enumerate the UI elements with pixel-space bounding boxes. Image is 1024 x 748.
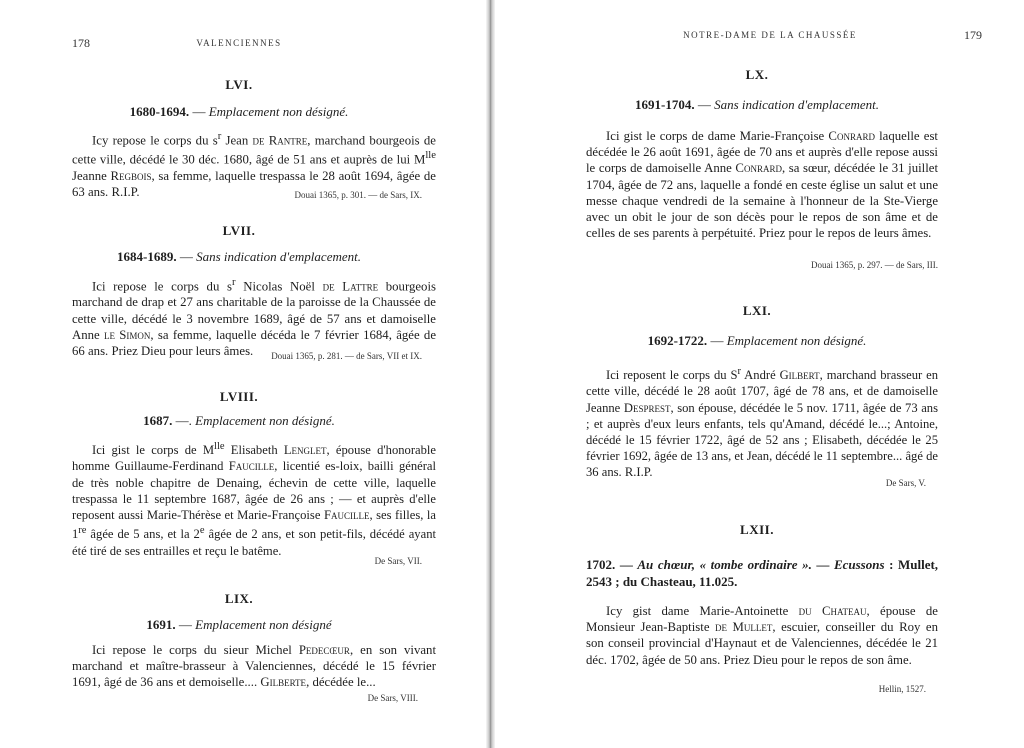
- text-run: , licentié es-loix, bailli général de très noble chapitre de Denaing, échevin de cette ville, laquelle trespassa le 11 septembre 1687, âgée de 26 ans ; — et auprès d'elle reposent aussi Marie-Thérèse et Marie-Françoise: [72, 459, 436, 522]
- person-name: Gilbert: [779, 368, 820, 383]
- person-name: Gilberte: [260, 675, 307, 690]
- text-run: laquelle est décédée le 26 août 1691, âgée de 70 ans et auprès d'elle repose aussi le corps de damoiselle Anne: [586, 129, 938, 176]
- entry-source: Douai 1365, p. 281. — de Sars, VII et IX.: [271, 351, 422, 361]
- entry-number: LXI.: [742, 303, 772, 318]
- text-run: André: [740, 368, 780, 383]
- entry-source: Hellin, 1527.: [878, 684, 926, 694]
- book-gutter: [486, 0, 495, 748]
- superscript: r: [737, 366, 741, 377]
- running-head: NOTRE-DAME DE LA CHAUSSÉE: [683, 30, 857, 40]
- text-run: , son épouse, décédée le 5 nov. 1711, âgée de 73 ans ; et auprès d'eux leurs enfants, tels qu'Amand, décédé le...; Antoine, décédé le 15 février 1722, âgé de 52 ans ; Elisabeth, décédée le 25 février 1692, âgée de 13 ans, et Jean, décédé le 11 septembre... âgé de 36 ans. R.I.P.: [586, 400, 938, 480]
- entry-date: 1687.: [143, 413, 173, 428]
- text-run: âgée de 5 ans, et la 2: [86, 527, 200, 542]
- text-run: Icy repose le corps du s: [92, 133, 218, 148]
- entry-text: [72, 439, 436, 559]
- superscript: r: [232, 277, 236, 288]
- entry-text: [586, 603, 938, 668]
- entry-date: 1684-1689.: [117, 249, 177, 264]
- text-run: Ici reposent le corps du S: [606, 368, 738, 383]
- entry-source: De Sars, V.: [885, 478, 926, 488]
- text-run: , sa femme, laquelle trespassa le 28 août 1694, âgée de 63 ans. R.I.P.: [72, 168, 436, 200]
- entry-source: De Sars, VIII.: [367, 693, 418, 703]
- entry-dash: —: [697, 97, 711, 112]
- entry-text: [586, 364, 938, 481]
- running-head: VALENCIENNES: [196, 38, 282, 48]
- text-run: Ici repose le corps du s: [92, 279, 233, 294]
- entry-dash: —: [816, 557, 830, 572]
- entry-date: 1691-1704.: [635, 97, 695, 112]
- person-name: Regbois: [110, 168, 152, 183]
- entry-location: Emplacement non désigné: [195, 617, 332, 632]
- entry-text: [72, 642, 436, 691]
- entry-text: [586, 128, 938, 241]
- entry-heading: [0, 413, 478, 429]
- superscript: r: [217, 131, 222, 142]
- text-run: Nicolas Noël: [235, 279, 323, 294]
- entry-location: Emplacement non désigné.: [208, 104, 349, 119]
- entry-number: LVIII.: [219, 389, 259, 404]
- person-name: du Chateau: [798, 604, 867, 618]
- person-name: Conrard: [735, 161, 782, 176]
- entry-number: LXII.: [740, 522, 774, 537]
- person-name: Pedecœur: [298, 643, 350, 657]
- entry-date: 1691.: [146, 617, 176, 632]
- text-run: , marchand bourgeois de cette ville, décédé le 30 déc. 1680, âgé de 51 ans et auprès de lui M: [72, 133, 436, 167]
- entry-location: Emplacement non désigné.: [726, 333, 867, 348]
- entry-heading: [0, 104, 478, 120]
- entry-heading: [0, 249, 478, 265]
- entry-ecussons-label: Ecussons: [833, 557, 885, 572]
- entry-dash: —: [192, 104, 206, 119]
- entry-dash: —.: [175, 413, 192, 428]
- entry-location: Emplacement non désigné.: [195, 413, 335, 428]
- entry-dash: —: [710, 333, 724, 348]
- text-run: , en son vivant marchand et maître-brasseur à Valenciennes, décédé le 15 février 1691, âgé de 36 ans et demoiselle....: [72, 643, 436, 690]
- text-run: , épouse de Monsieur Jean-Baptiste: [586, 604, 938, 635]
- entry-source: Douai 1365, p. 301. — de Sars, IX.: [294, 190, 422, 200]
- text-run: , ses filles, la 1: [72, 508, 437, 542]
- entry-dash: —: [179, 249, 193, 264]
- text-run: Ici repose le corps du sieur Michel: [92, 643, 299, 657]
- text-run: Icy gist dame Marie-Antoinette: [606, 604, 799, 618]
- entry-date: 1680-1694.: [129, 104, 190, 119]
- text-run: Jeanne: [72, 168, 111, 183]
- person-name: Faucille: [323, 508, 370, 522]
- entry-number: LX.: [745, 67, 769, 82]
- text-run: , sa femme, laquelle décéda le 7 février 1684, âgée de 66 ans. Priez Dieu pour leurs âmes.: [72, 327, 436, 359]
- entry-date: 1702.: [586, 557, 616, 572]
- entry-source: De Sars, VII.: [374, 556, 422, 566]
- person-name: Faucille: [228, 459, 275, 474]
- person-name: Conrard: [828, 129, 875, 143]
- entry-number: LVII.: [222, 223, 256, 238]
- entry-location: Sans indication d'emplacement.: [196, 249, 361, 264]
- entry-number: LVI.: [225, 77, 253, 92]
- person-name: le Simon: [104, 327, 151, 342]
- superscript: re: [78, 525, 87, 537]
- text-run: , épouse d'honorable homme Guillaume-Ferdinand: [72, 443, 437, 474]
- entry-heading: [586, 556, 938, 590]
- entry-heading: [560, 333, 954, 349]
- superscript: lle: [214, 441, 225, 452]
- person-name: de Rantre: [252, 133, 308, 148]
- superscript: lle: [425, 150, 436, 162]
- text-run: Ici gist le corps de M: [92, 443, 215, 458]
- person-name: Desprest: [623, 400, 671, 415]
- entry-ecussons: : Mullet, 2543 ; du Chasteau, 11.025.: [586, 557, 939, 589]
- text-run: bourgeois marchand de drap et 27 ans charitable de la paroisse de la Chaussée de cette ville, décédé le 3 novembre 1689, âgé de 57 ans et damoiselle Anne: [72, 279, 436, 342]
- text-run: Jean: [221, 133, 253, 148]
- right-page: [500, 0, 1024, 748]
- entry-source: Douai 1365, p. 297. — de Sars, III.: [811, 260, 938, 270]
- person-name: de Lattre: [322, 279, 379, 294]
- entry-date: 1692-1722.: [647, 333, 708, 348]
- text-run: , sa sœur, décédée le 31 juillet 1704, âgée de 72 ans, laquelle a fondé en ceste église un salut et une messe chaque vendredi de la semaine à l'honneur de la Ste-Vierge avec un obit le jour de son décès pour le repos de son âme et de celles de ses parents à perpétuité. Priez pour le repos de leurs âmes.: [586, 161, 938, 241]
- text-run: , escuier, conseiller du Roy en son conseil provincial d'Haynaut et de Valenciennes, décédée le 21 déc. 1702, âgée de 50 ans. Priez Dieu pour le repos de son âme.: [586, 620, 938, 667]
- text-run: âgée de 2 ans, et son petit-fils, décédé ayant été tiré de ses entrailles et reçu le batême.: [72, 527, 436, 558]
- text-run: Ici gist le corps de dame Marie-Françoise: [606, 129, 829, 143]
- entry-heading: [560, 97, 954, 113]
- text-run: , décédée le...: [306, 675, 376, 690]
- entry-dash: —: [178, 617, 192, 632]
- page-number: 178: [72, 36, 90, 50]
- text-run: , marchand brasseur en cette ville, décédé le 28 août 1707, âgé de 78 ans, et de damoiselle Jeanne: [586, 368, 939, 415]
- left-page: [0, 0, 478, 748]
- text-run: Elisabeth: [224, 443, 284, 458]
- person-name: de Mullet: [715, 620, 773, 635]
- page-number: 179: [964, 28, 982, 42]
- person-name: Lenglet: [283, 443, 327, 458]
- entry-dash: —: [619, 557, 633, 572]
- entry-number: LIX.: [224, 591, 254, 606]
- entry-location: Sans indication d'emplacement.: [714, 97, 879, 112]
- entry-text: [72, 275, 436, 359]
- superscript: e: [199, 525, 205, 537]
- entry-location: Au chœur, « tombe ordinaire ».: [637, 557, 812, 572]
- entry-heading: [0, 617, 478, 633]
